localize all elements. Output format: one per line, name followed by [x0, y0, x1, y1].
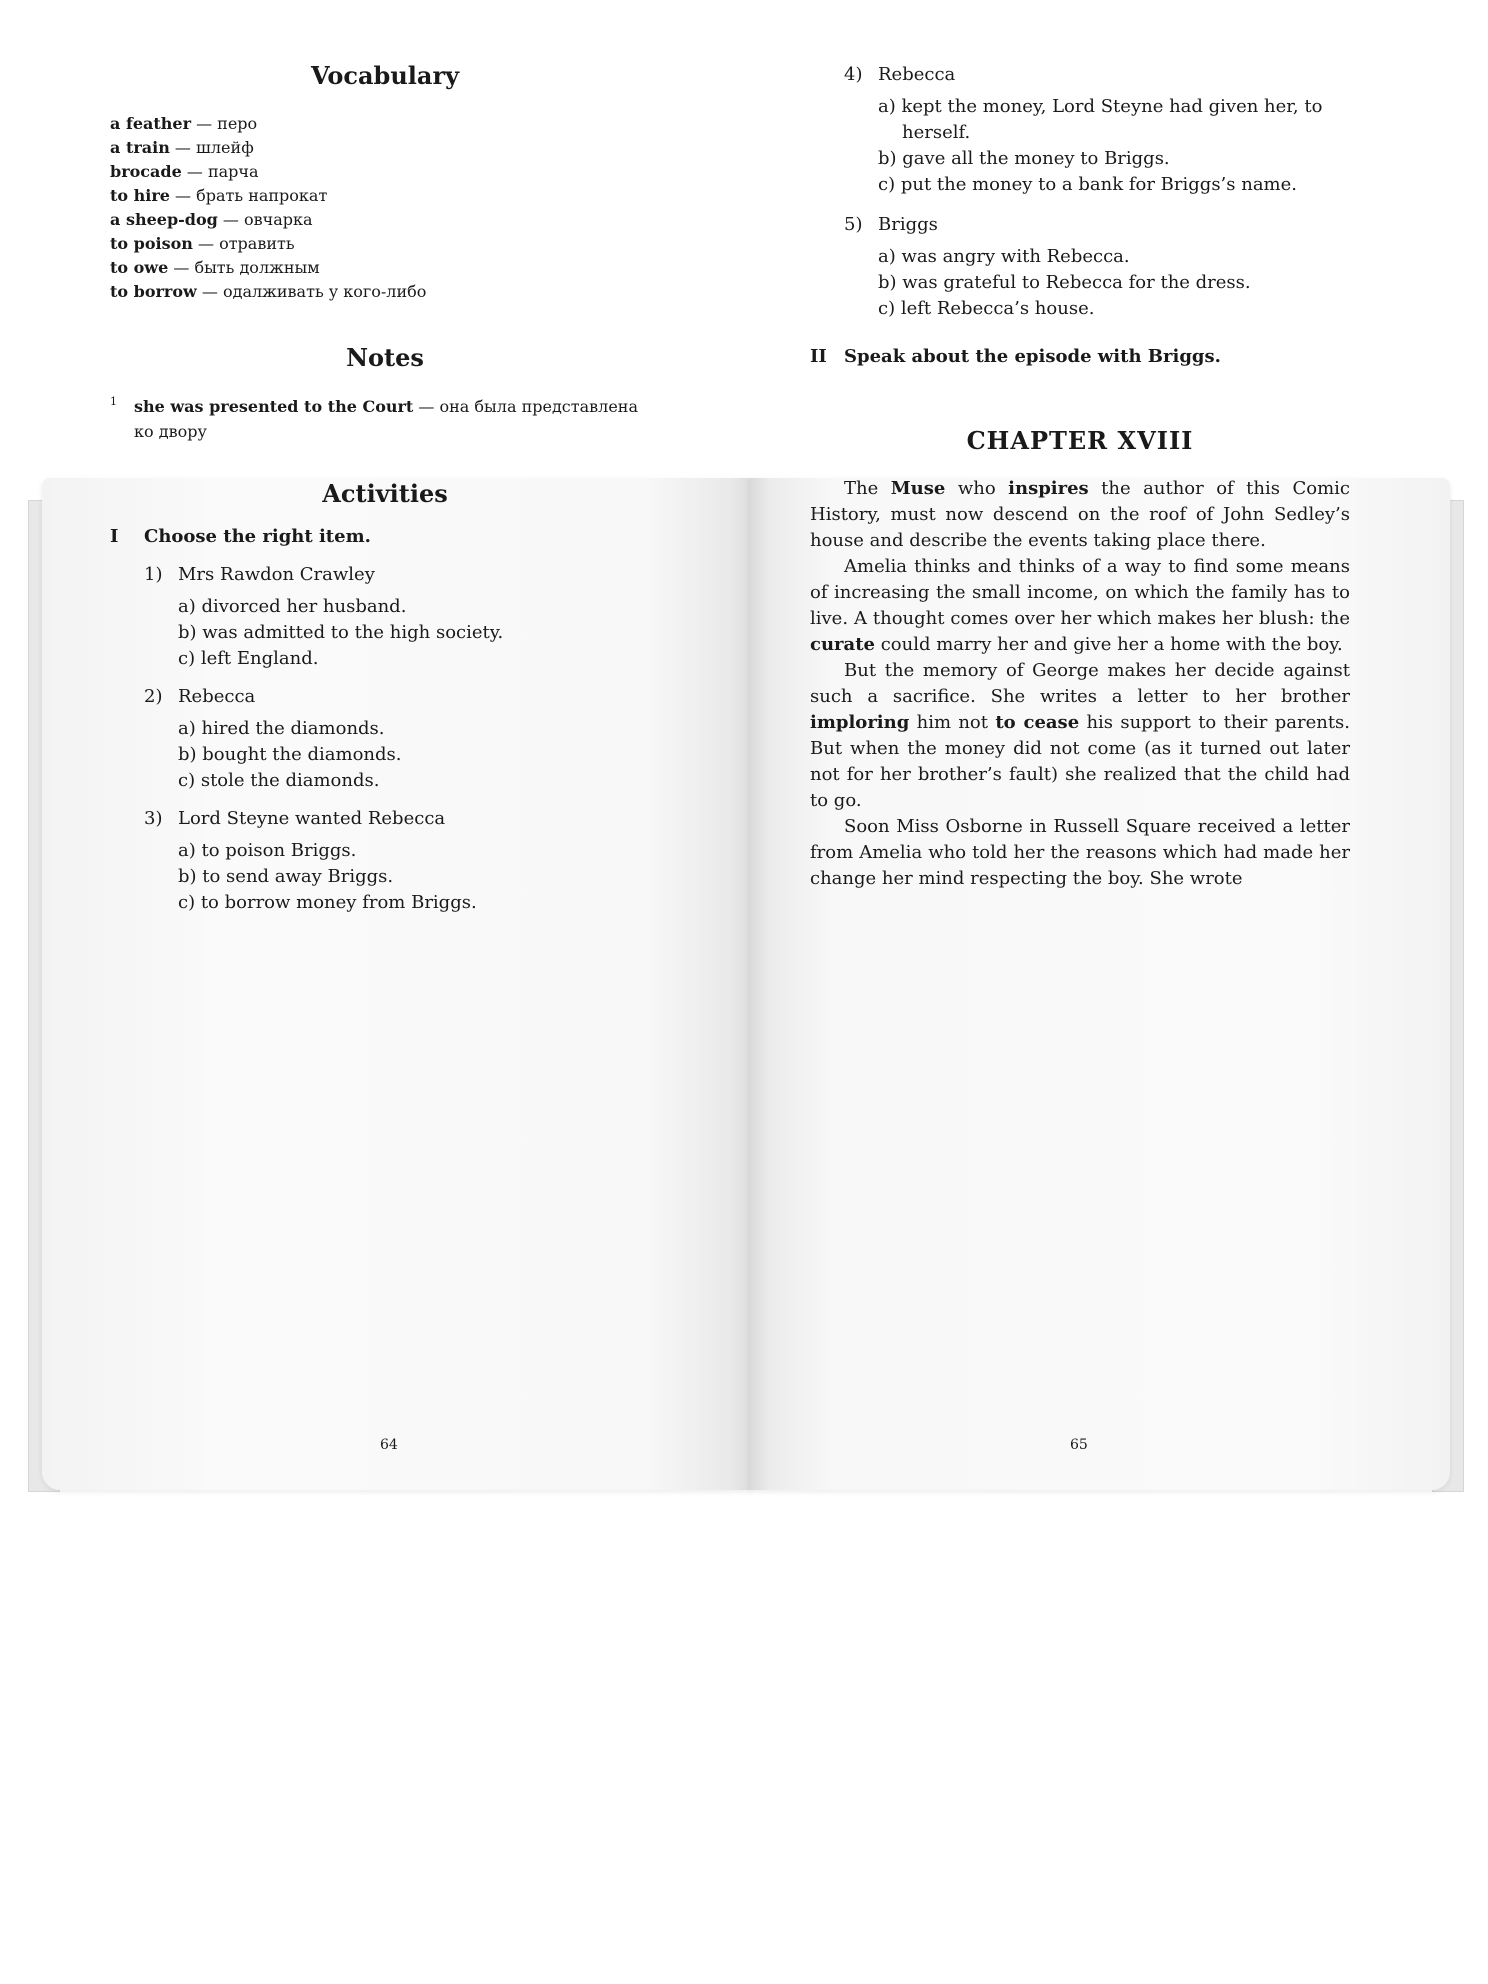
question-text: Mrs Rawdon Crawley [178, 564, 375, 585]
answer-option: a) divorced her husband. [178, 596, 407, 617]
answer-option: b) gave all the money to Briggs. [878, 148, 1170, 169]
page-number-right: 65 [1070, 1437, 1088, 1453]
vocab-item: to borrow — одалживать у кого-либо [110, 282, 427, 301]
vocab-item: a train — шлейф [110, 138, 254, 157]
vocabulary-list [110, 112, 660, 304]
answer-option: b) to send away Briggs. [178, 866, 394, 887]
vocabulary-heading: Vocabulary [310, 61, 460, 90]
answer-option: c) put the money to a bank for Briggs’s name. [878, 174, 1298, 195]
answer-option: c) left Rebecca’s house. [878, 298, 1095, 319]
answer-option: b) was admitted to the high society. [178, 622, 504, 643]
task-text: Choose the right item. [144, 526, 371, 547]
task-number: I [110, 526, 119, 547]
vocab-item: to owe — быть должным [110, 258, 320, 277]
paragraph: But the memory of George makes her decide against such a sacrifice. She writes a letter to her brother imploring him not to cease his support to their parents. But when the money did not come (as it turned out later not for her brother’s fault) she realized that the child had to go. [810, 660, 1351, 811]
right-page-content [810, 62, 1350, 892]
question-2 [144, 684, 660, 794]
question-number: 4) [844, 64, 863, 85]
question-number: 1) [144, 564, 163, 585]
question-text: Briggs [878, 214, 938, 235]
question-number: 2) [144, 686, 163, 707]
task-text: Speak about the episode with Briggs. [844, 346, 1221, 367]
answer-option: a) to poison Briggs. [178, 840, 357, 861]
vocab-item: a feather — перо [110, 114, 258, 133]
footnote-definition: — она была представлена ко двору [134, 397, 638, 441]
question-3 [144, 806, 660, 916]
answer-option: b) bought the diamonds. [178, 744, 402, 765]
answer-option: c) stole the diamonds. [178, 770, 380, 791]
question-text: Rebecca [178, 686, 256, 707]
question-text: Rebecca [878, 64, 956, 85]
vocab-item: a sheep-dog — овчарка [110, 210, 313, 229]
task-1 [110, 524, 660, 550]
question-number: 5) [844, 214, 863, 235]
answer-option: a) hired the diamonds. [178, 718, 385, 739]
answer-option: b) was grateful to Rebecca for the dress. [878, 272, 1251, 293]
answer-option: a) kept the money, Lord Steyne had given her, to herself. [878, 96, 1323, 143]
answer-option: a) was angry with Rebecca. [878, 246, 1130, 267]
question-5 [844, 212, 1350, 322]
footnote-mark: 1 [110, 395, 117, 408]
vocab-item: to hire — брать напрокат [110, 186, 328, 205]
chapter-title: CHAPTER XVIII [966, 426, 1194, 455]
question-number: 3) [144, 808, 163, 829]
left-page-content [110, 60, 660, 916]
paragraph: The Muse who inspires the author of this Comic History, must now descend on the roof of John Sedley’s house and describe the events taking place there. [810, 478, 1350, 551]
question-text: Lord Steyne wanted Rebecca [178, 808, 446, 829]
footnote [110, 394, 660, 444]
task-number: II [810, 346, 827, 367]
footnote-term: she was presented to the Court [134, 397, 414, 416]
task-2 [810, 344, 1350, 370]
paragraph: Soon Miss Osborne in Russell Square received a letter from Amelia who told her the reasons which had made her change her mind respecting the boy. She wrote [810, 816, 1350, 889]
answer-option: c) left England. [178, 648, 319, 669]
page-number-left: 64 [380, 1437, 398, 1453]
notes-heading: Notes [346, 343, 424, 372]
question-1 [144, 562, 660, 672]
question-4 [844, 62, 1350, 198]
answer-option: c) to borrow money from Briggs. [178, 892, 477, 913]
paragraph: Amelia thinks and thinks of a way to find some means of increasing the small income, on which the family has to live. A thought comes over her which makes her blush: the curate could marry her and give her a home with the boy. [810, 556, 1350, 655]
vocab-item: brocade — парча [110, 162, 259, 181]
vocab-item: to poison — отравить [110, 234, 295, 253]
activities-heading: Activities [322, 479, 448, 508]
